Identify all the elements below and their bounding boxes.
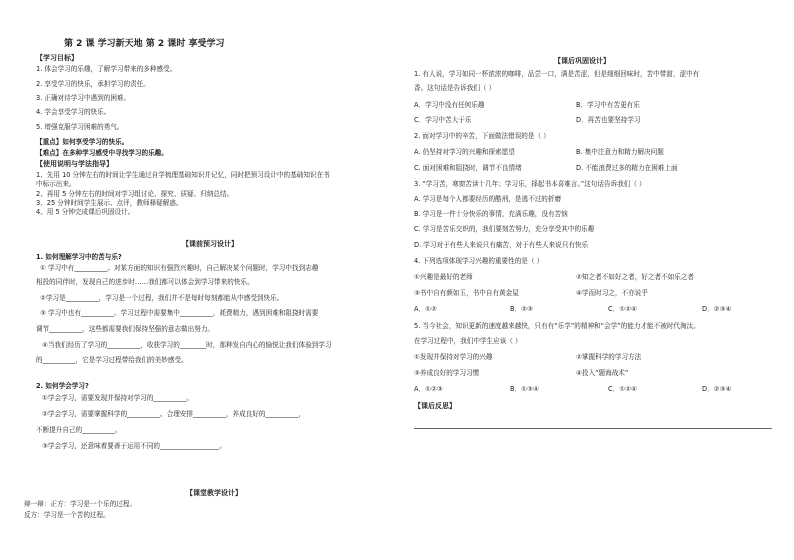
fill-line: 调节__________，这些都需要我们保持坚强的意志做出努力。 bbox=[36, 325, 215, 333]
option-d: D. 学习对于有些人来说只有痛苦，对于有些人来说只有快乐 bbox=[414, 241, 589, 249]
option-a: A. 仍坚持对学习的兴趣和探索愿望 bbox=[414, 148, 515, 156]
question-title: 1. 如何理解学习中的苦与乐? bbox=[36, 253, 122, 261]
debate-line: 辩一辩：正方：学习是一个乐的过程。 bbox=[24, 500, 137, 508]
fill-line: 相投的同伴时，发现自己的进步时……我们都可以体会到学习带来的快乐。 bbox=[36, 278, 254, 286]
class-heading: 【课堂教学设计】 bbox=[186, 489, 242, 497]
question-line: 2. 面对学习中的辛苦，下面做法错误的是（ ） bbox=[414, 132, 550, 140]
option-d: D．再苦也要坚持学习 bbox=[576, 116, 641, 124]
statement-item: ②知之者不如好之者，好之者不如乐之者 bbox=[576, 273, 695, 281]
statement-item: ①发现并保持对学习的兴趣 bbox=[414, 353, 493, 361]
question-line: 1. 有人说，学习如同一杯浓浓的咖啡，品尝一口，满是苦涩，但是细细回味时，苦中带甜，涩中有 bbox=[414, 70, 700, 78]
option-a: A. 学习是每个人都要经历的酷刑，是逃不过的折磨 bbox=[414, 195, 562, 203]
option-b: B．①③④ bbox=[510, 385, 539, 393]
option-b: B．学习中有苦更有乐 bbox=[576, 101, 640, 109]
difficulty-point: 【难点】在多种学习感受中寻找学习的乐趣。 bbox=[36, 149, 168, 157]
option-c: C．①②④ bbox=[608, 305, 637, 313]
option-c: C．①②④ bbox=[608, 385, 637, 393]
option-c: C. 学习是苦乐交织的，我们要刻苦努力，充分享受其中的乐趣 bbox=[414, 225, 595, 233]
goal-item: 4. 学会享受学习的快乐。 bbox=[36, 108, 111, 116]
goals-heading: 【学习目标】 bbox=[36, 54, 78, 62]
goal-item: 3. 正确对待学习中遇到的困难。 bbox=[36, 94, 131, 102]
option-c: C. 面对困难和阻挠时，调节不良情绪 bbox=[414, 164, 522, 172]
statement-item: ④投入“题海战术” bbox=[576, 369, 629, 377]
fill-line: ③学会学习，还意味着要善于运用不同的__________________。 bbox=[42, 442, 226, 450]
option-d: D. 不能浪费过多的精力在困难上面 bbox=[576, 164, 678, 172]
debate-line: 反方：学习是一个苦的过程。 bbox=[24, 511, 110, 519]
reflection-heading: 【课后反思】 bbox=[414, 402, 456, 410]
option-c: C．学习中苦大于乐 bbox=[414, 116, 472, 124]
fill-line: ②学习是__________，学习是一个过程，我们并不是每时每刻都能从中感受到快乐。 bbox=[40, 294, 284, 302]
fill-line: 的__________，它是学习过程带给我们的美妙感受。 bbox=[36, 356, 188, 364]
fill-line: ①学会学习，需要发现并保持对学习的__________。 bbox=[42, 394, 193, 402]
option-b: B. 学习是一件十分快乐的事情，充满乐趣，没有苦恼 bbox=[414, 210, 568, 218]
option-a: A．学习中没有任何乐趣 bbox=[414, 101, 485, 109]
statement-item: ③书中自有颜如玉，书中自有黄金屋 bbox=[414, 289, 519, 297]
option-d: D．②③④ bbox=[702, 385, 732, 393]
method-line: 3、25 分钟时间学生展示、点评，教师释疑解惑。 bbox=[36, 199, 183, 207]
option-a: A．①② bbox=[414, 305, 437, 313]
question-line: 在学习过程中，我们中学生应该（ ） bbox=[414, 337, 522, 345]
reflection-rule bbox=[414, 428, 772, 429]
preview-heading: 【课前预习设计】 bbox=[182, 240, 238, 248]
option-a: A．①②③ bbox=[414, 385, 443, 393]
lesson-title: 第 2 课 学习新天地 第 2 课时 享受学习 bbox=[64, 39, 225, 49]
question-line: 4. 下列选项体现学习兴趣的重要性的是（ ） bbox=[414, 257, 544, 265]
method-line: 1、先用 10 分钟左右的时间让学生通过自学梳理基础知识并记忆，同时把预习设计中的基础知识在书 bbox=[36, 171, 330, 179]
statement-item: ②掌握科学的学习方法 bbox=[576, 353, 642, 361]
goal-item: 2. 享受学习的快乐，承担学习的责任。 bbox=[36, 80, 150, 88]
option-b: B．②③ bbox=[510, 305, 533, 313]
method-line: 中标示出来。 bbox=[36, 180, 76, 188]
question-line: 3. “学习苦，寒窗苦读十几年；学习乐，择起书本喜难言。”这句话告诉我们（ ） bbox=[414, 180, 646, 188]
question-line: 5. 当今社会，知识更新的速度越来越快，只有有“乐学”的精神和“会学”的能力才能不被时代淘汰。 bbox=[414, 322, 700, 330]
statement-item: ①兴趣是最好的老师 bbox=[414, 273, 473, 281]
fill-line: ③ 学习中也有__________。学习过程中需要集中__________，耗费精力，遇到困难和阻挠时需要 bbox=[40, 309, 319, 317]
goal-item: 1. 体会学习的乐趣，了解学习带来的多种感受。 bbox=[36, 65, 177, 73]
fill-line: ④当我们经历了学习的__________，收获学习的________时，那种发自内心的愉悦让我们体验到学习 bbox=[42, 341, 332, 349]
option-b: B. 集中注意力和精力解决问题 bbox=[576, 148, 664, 156]
fill-line: ②学会学习，需要掌握科学的__________。合理安排__________，养成良好的__________， bbox=[42, 410, 306, 418]
question-line: 香。这句话是告诉我们（ ） bbox=[414, 84, 496, 92]
fill-line: 不断提升自己的__________。 bbox=[36, 426, 122, 434]
fill-line: ① 学习中有__________。对某方面的知识有强烈兴趣时，自己解决某个问题时，学习中找到志趣 bbox=[40, 264, 319, 272]
goal-item: 5. 增强克服学习困难的勇气。 bbox=[36, 123, 124, 131]
key-point: 【重点】如何享受学习的快乐。 bbox=[36, 138, 129, 146]
after-class-heading: 【课后巩固设计】 bbox=[554, 57, 610, 65]
statement-item: ④学而时习之，不亦说乎 bbox=[576, 289, 648, 297]
method-line: 4、用 5 分钟完成课后巩固设计。 bbox=[36, 208, 135, 216]
question-title: 2. 如何学会学习? bbox=[36, 382, 89, 390]
statement-item: ③养成良好的学习习惯 bbox=[414, 369, 480, 377]
option-d: D．②③④ bbox=[702, 305, 732, 313]
method-heading: 【使用说明与学法指导】 bbox=[36, 160, 113, 168]
method-line: 2、再用 5 分钟左右的时间对学习组讨论、探究、质疑、归纳总结。 bbox=[36, 190, 234, 198]
